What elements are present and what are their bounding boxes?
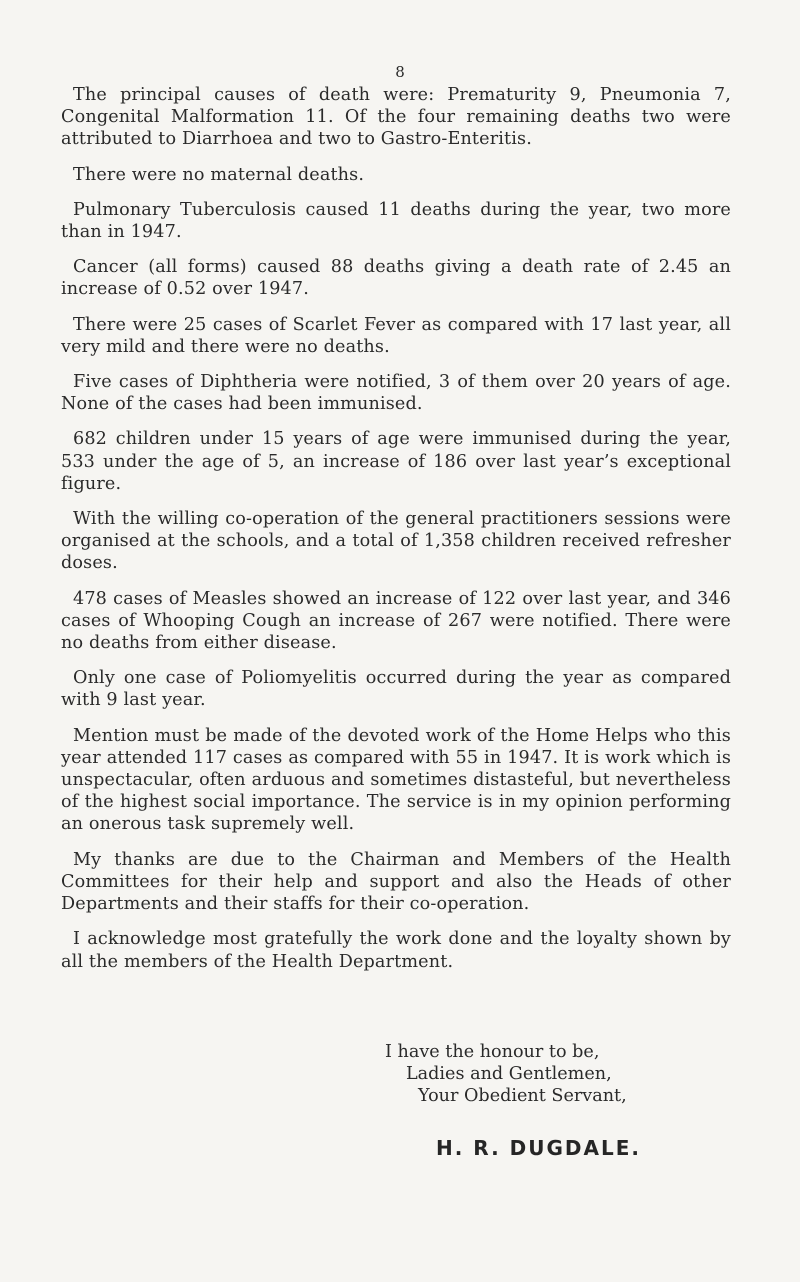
paragraph-home-helps: Mention must be made of the devoted work of the Home Helps who this year attended 117 cases as compared with 55 in 1947. It is work which is unspectacular, often arduous and sometimes distasteful, but nevertheless of the highest social importance. The service is in my opinion performing an onerous task supremely well. — [61, 725, 731, 835]
paragraph-cancer: Cancer (all forms) caused 88 deaths giving a death rate of 2.45 an increase of 0.52 over 1947. — [61, 257, 731, 300]
paragraph-poliomyelitis: Only one case of Poliomyelitis occurred during the year as compared with 9 last year. — [61, 668, 731, 711]
paragraph-acknowledgement: I acknowledge most gratefully the work done and the loyalty shown by all the members of the Health Department. — [61, 929, 731, 972]
paragraph-refresher-doses: With the willing co-operation of the general practitioners sessions were organised at the schools, and a total of 1,358 children received refresher doses. — [61, 509, 731, 574]
closing-line-honour: I have the honour to be, — [385, 1042, 600, 1062]
paragraph-scarlet-fever: There were 25 cases of Scarlet Fever as compared with 17 last year, all very mild and there were no deaths. — [61, 314, 731, 357]
page-number: 8 — [395, 63, 405, 81]
paragraph-measles-whooping-cough: 478 cases of Measles showed an increase of 122 over last year, and 346 cases of Whooping Cough an increase of 267 were notified. There were no deaths from either disease. — [61, 588, 731, 654]
paragraph-diphtheria: Five cases of Diphtheria were notified, 3 of them over 20 years of age. None of the cases had been immunised. — [61, 372, 731, 415]
closing-line-servant: Your Obedient Servant, — [418, 1086, 627, 1107]
closing-block — [0, 1041, 800, 1108]
closing-line-salutation: Ladies and Gentlemen, — [406, 1064, 612, 1085]
signature: H. R. DUGDALE. — [436, 1136, 641, 1160]
paragraph-tuberculosis: Pulmonary Tuberculosis caused 11 deaths during the year, two more than in 1947. — [61, 199, 731, 243]
paragraph-thanks: My thanks are due to the Chairman and Members of the Health Committees for their help and support and also the Heads of other Departments and their staffs for their co-operation. — [61, 849, 731, 915]
paragraph-causes-of-death: The principal causes of death were: Prematurity 9, Pneumonia 7, Congenital Malformation 11. Of the four remaining deaths two were attributed to Diarrhoea and two to Gastro-Enteritis. — [61, 85, 731, 150]
paragraph-maternal-deaths: There were no maternal deaths. — [73, 164, 365, 185]
paragraph-immunisation: 682 children under 15 years of age were immunised during the year, 533 under the age of 5, an increase of 186 over last year’s exceptional figure. — [61, 429, 731, 494]
body-text — [61, 84, 731, 986]
